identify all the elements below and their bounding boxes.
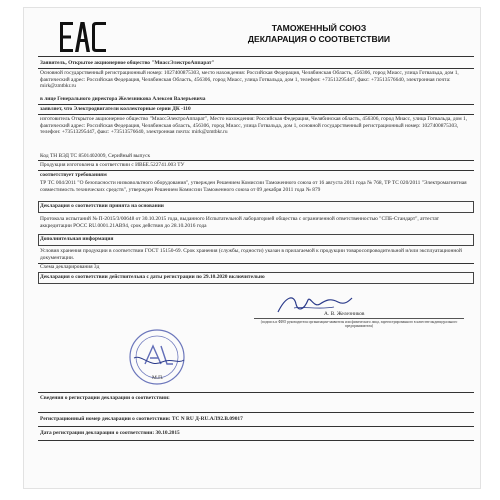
additional-heading: Дополнительная информация	[40, 236, 114, 242]
signature-line	[254, 318, 464, 319]
applicant-line: Заявитель, Открытое акционерное общество "МиассЭлектроАппарат"	[40, 60, 215, 66]
title-line-2: ДЕКЛАРАЦИЯ О СООТВЕТСТВИИ	[247, 34, 391, 44]
divider	[38, 412, 474, 413]
requirements-heading: соответствует требованиям	[40, 172, 107, 178]
document-title	[194, 23, 444, 45]
basis-text: Протокола испытаний № П-2015/3/00648 от 30.10.2015 года, выданного Испытательной лабораторией общества с ограниченной ответственностью "СПБ-Стандарт", аттестат аккредитации РОСС RU.0001.21АВ94, срок действия до 28.10.2016 года	[40, 216, 441, 229]
validity-text: Декларация о соответствии действительна с даты регистрации по 29.10.2020 включительно	[40, 274, 265, 280]
divider	[38, 440, 474, 441]
manufacturer-details: изготовитель Открытое акционерное общество "МиассЭлектроАппарат", Место нахождения: Российская Федерация, Челябинская область, 456306, город Миасс, улица Готвальда, дом 1, фактический адрес: Российская Федерация, Челябинская область, 456306, город Миасс, улица Готвальда, дом 1, основной государственный регистрационный номер: 1027400875303, телефон: +73513295447, факс: +73513576640, электронная почта: mirk@zmtbkr.ru	[40, 116, 469, 136]
declared-product: заявляет, что Электродвигатели коллекторные серии ДК -110	[40, 106, 191, 112]
divider	[38, 114, 474, 115]
declaration-sheet	[24, 8, 480, 488]
product-spec: Продукция изготовлена в соответствии с ИВБЕ.522741.003 ТУ	[40, 162, 185, 168]
signer-name: А. В. Железников	[324, 311, 365, 317]
registration-number: Регистрационный номер декларации о соответствии: ТС N RU Д-RU.АЛ92.В.09017	[40, 416, 243, 422]
requirements-text: ТР ТС 004/2011 "О безопасности низковольтного оборудования", утвержден Решением Комиссии Таможенного союза от 16 августа 2011 года № 768, ТР ТС 020/2011 "Электромагнитная совместимость технических средств", утвержден Решением Комиссии Таможенного союза от 09 декабря 2011 года № 879	[40, 180, 468, 193]
divider	[38, 426, 474, 427]
additional-text: Условия хранения продукции в соответствии ГОСТ 15150-69. Срок хранения (службы, годности) указан в прилагаемой к продукции товаросопроводительной и/или эксплуатационной документации.	[40, 248, 464, 261]
signature-caption: (подпись и ФИО руководителя организации-заявителя или физического лица, зарегистрированного в качестве индивидуального предпринимателя)	[260, 320, 458, 329]
declaration-scheme: Схема декларирования 3д	[40, 264, 100, 270]
divider	[38, 104, 474, 105]
applicant-manager: в лице Генерального директора Железникова Алексея Валерьевича	[40, 96, 206, 102]
divider	[38, 68, 474, 69]
registration-date: Дата регистрации декларации о соответствии: 30.10.2015	[40, 430, 180, 436]
basis-heading: Декларация о соответствии принята на основании	[40, 203, 164, 209]
divider	[38, 170, 474, 171]
registration-info: Сведения о регистрации декларации о соответствии:	[40, 395, 170, 401]
header-divider	[38, 56, 474, 57]
stamp-label: М.П.	[152, 375, 164, 381]
divider	[38, 392, 474, 393]
divider	[38, 160, 474, 161]
applicant-details: Основной государственный регистрационный номер: 1027400875303, место нахождения: Российская Федерация, Челябинская Область, 456306, город Миасс, улица Готвальда, дом 1, фактический адрес: Российская Федерация, Челябинская Область, 456306, город Миасс, улица Готвальда, дом 1, телефон: +73513295447, факс: +73513576640, электронная почта: mirk@zmtbkr.ru	[40, 70, 461, 90]
product-code: Код ТН ВЭД ТС 8501402009, Серийный выпуск	[40, 153, 151, 159]
title-line-1: ТАМОЖЕННЫЙ СОЮЗ	[271, 23, 367, 33]
eac-logo	[60, 22, 106, 52]
